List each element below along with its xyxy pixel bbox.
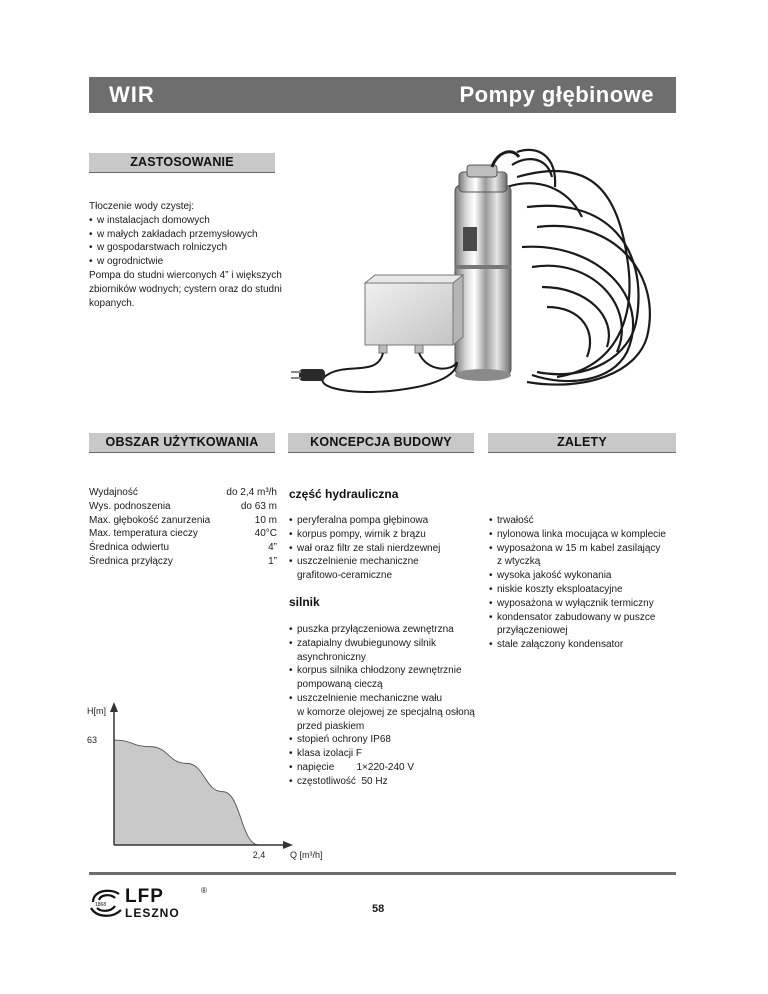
x-axis-label: Q [m³/h]: [290, 850, 323, 860]
logo-registered: ®: [201, 886, 207, 895]
list-item: • niskie koszty eksploatacyjne: [489, 583, 679, 597]
list-item: • uszczelnienie mechaniczne grafitowo-ceramiczne: [289, 555, 489, 583]
spec-label: Średnica odwiertu: [89, 542, 170, 554]
spec-label: Max. głębokość zanurzenia: [89, 514, 211, 526]
zastosowanie-intro: Tłoczenie wody czystej:: [89, 201, 195, 212]
spec-value: 40°C: [254, 528, 277, 540]
list-item: • nylonowa linka mocująca w komplecie: [489, 528, 679, 542]
spec-value: 10 m: [254, 514, 277, 526]
list-item: • kondensator zabudowany w puszce przyłączeniowej: [489, 611, 679, 639]
list-item: • puszka przyłączeniowa zewnętrzna: [289, 623, 489, 637]
list-item: • napięcie 1×220-240 V: [289, 761, 489, 775]
zastosowanie-outro-line: Pompa do studni wierconych 4” i większych: [89, 269, 282, 281]
logo-year: 1868: [95, 902, 107, 908]
list-item: • stopień ochrony IP68: [289, 733, 489, 747]
spec-value: do 63 m: [240, 500, 277, 512]
spec-row: [89, 486, 277, 500]
product-code: WIR: [109, 82, 155, 107]
y-tick-label: 63: [87, 735, 98, 745]
x-axis-arrow: [283, 841, 293, 849]
zalety-heading: ZALETY: [488, 433, 676, 453]
spec-value: 4”: [268, 542, 277, 554]
koncepcja-heading: KONCEPCJA BUDOWY: [288, 433, 474, 453]
spec-value: do 2,4 m³/h: [226, 487, 277, 498]
x-tick-label: 2,4: [252, 850, 266, 860]
list-item: • wyposażona w wyłącznik termiczny: [489, 597, 679, 611]
spec-label: Wys. podnoszenia: [89, 500, 171, 512]
y-axis-label: H[m]: [87, 706, 106, 716]
logo-sub: LESZNO: [125, 906, 180, 920]
zastosowanie-text: [89, 200, 289, 310]
spec-label: Max. temperatura cieczy: [89, 528, 198, 540]
zastosowanie-outro-line: zbiorników wodnych; cystern oraz do studni: [89, 283, 282, 295]
spec-label: Średnica przyłączy: [89, 555, 173, 567]
zalety-list: [489, 514, 679, 652]
spec-value: 1”: [268, 555, 277, 567]
pump-curve-chart: [85, 700, 335, 865]
list-item: • trwałość: [489, 514, 679, 528]
motor-heading: silnik: [289, 595, 320, 609]
list-item: • wał oraz filtr ze stali nierdzewnej: [289, 542, 489, 556]
list-item: • częstotliwość 50 Hz: [289, 775, 489, 789]
list-item: • w instalacjach domowych: [89, 214, 289, 228]
spec-row: [89, 541, 277, 555]
hydraulic-list: [289, 514, 489, 583]
list-item: • peryferalna pompa głębinowa: [289, 514, 489, 528]
spec-row: [89, 500, 277, 514]
footer-rule: [89, 872, 676, 875]
list-item: • klasa izolacji F: [289, 747, 489, 761]
lfp-logo: [89, 884, 219, 920]
logo-main: LFP: [125, 886, 164, 907]
y-axis-arrow: [110, 702, 118, 712]
obszar-heading: OBSZAR UŻYTKOWANIA: [89, 433, 275, 453]
list-item: • korpus pompy, wirnik z brązu: [289, 528, 489, 542]
spec-row: [89, 527, 277, 541]
list-item: • korpus silnika chłodzony zewnętrznie pompowaną cieczą: [289, 664, 489, 692]
list-item: • w ogrodnictwie: [89, 255, 289, 269]
list-item: • wysoka jakość wykonania: [489, 569, 679, 583]
list-item: • zatapialny dwubiegunowy silnik asynchroniczny: [289, 637, 489, 665]
curve-area: [114, 740, 259, 845]
list-item: • w małych zakładach przemysłowych: [89, 228, 289, 242]
zastosowanie-list: [89, 214, 289, 269]
spec-row: [89, 514, 277, 528]
list-item: • w gospodarstwach rolniczych: [89, 241, 289, 255]
zastosowanie-heading: ZASTOSOWANIE: [89, 153, 275, 173]
list-item: • uszczelnienie mechaniczne wału w komorze olejowej ze specjalną osłoną przed piaskiem: [289, 692, 489, 733]
list-item: • stale załączony kondensator: [489, 638, 679, 652]
spec-row: [89, 555, 277, 569]
product-photo: [287, 147, 677, 399]
hydraulic-heading: część hydrauliczna: [289, 487, 399, 501]
page-number: 58: [372, 903, 385, 915]
spec-label: Wydajność: [89, 487, 138, 498]
zastosowanie-outro-line: kopanych.: [89, 297, 135, 309]
spec-table: [89, 486, 277, 569]
header-banner: [89, 77, 676, 113]
list-item: • wyposażona w 15 m kabel zasilający z wtyczką: [489, 542, 679, 570]
category-title: Pompy głębinowe: [459, 82, 654, 107]
